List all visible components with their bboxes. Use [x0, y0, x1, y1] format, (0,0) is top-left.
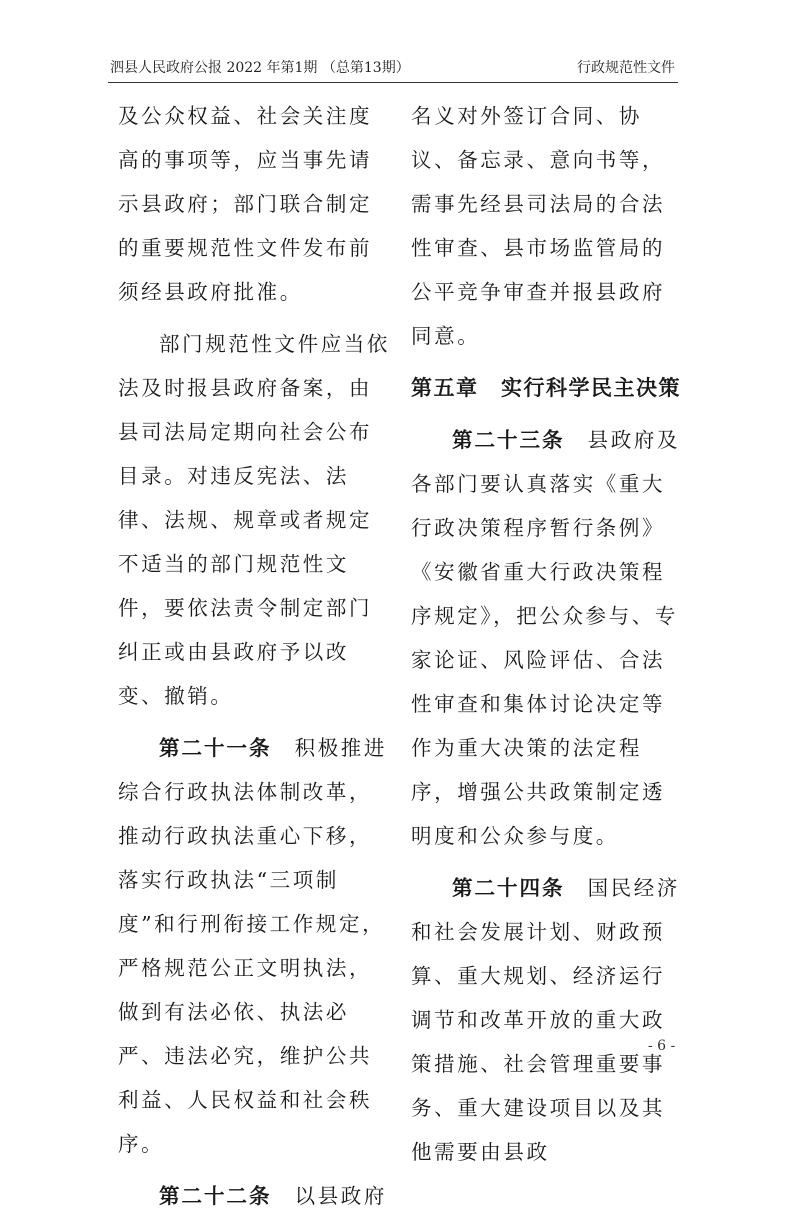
paragraph: 名义对外签订合同、协议、备忘录、意向书等，需事先经县司法局的合法性审查、县市场监管局的公平竞争审查并报县政府同意。	[411, 104, 666, 348]
header-publication-title: 泗县人民政府公报 2022 年第1期 （总第13期）	[110, 60, 410, 76]
article-paragraph	[118, 726, 390, 1166]
header-divider	[108, 82, 678, 83]
page-header	[110, 56, 675, 80]
article-text: 国民经济和社会发展计划、财政预算、重大规划、经济运行调节和改革开放的重大政策措施、社会管理重要事务、重大建设项目以及其他需要由县政	[411, 876, 681, 1164]
article-paragraph	[411, 418, 683, 858]
article-text: 县政府及各部门要认真落实《重大行政决策程序暂行条例》《安徽省重大行政决策程序规定》，把公众参与、专家论证、风险评估、合法性审查和集体讨论决定等作为重大决策的法定程序，增强公共政策制定透明度和公众参与度。	[411, 428, 681, 848]
article-paragraph	[118, 1174, 390, 1218]
paragraph: 及公众权益、社会关注度高的事项等，应当事先请示县政府；部门联合制定的重要规范性文件发布前须经县政府批准。	[118, 104, 373, 304]
article-title: 第二十二条	[159, 1184, 272, 1208]
page-number: - 6 -	[648, 1038, 676, 1054]
right-column	[411, 94, 683, 1182]
left-column	[118, 94, 390, 1226]
article-title: 第二十三条	[452, 428, 565, 452]
chapter-heading: 第五章 实行科学民主决策	[411, 375, 681, 400]
article-text: 以县政府	[294, 1184, 388, 1208]
header-section-title: 行政规范性文件	[577, 60, 675, 76]
paragraph: 部门规范性文件应当依法及时报县政府备案，由县司法局定期向社会公布目录。对违反宪法、法律、法规、规章或者规定不适当的部门规范性文件，要依法责令制定部门纠正或由县政府予以改变、撤销。	[118, 332, 390, 708]
article-text: 积极推进综合行政执法体制改革，推动行政执法重心下移，落实行政执法“三项制度”和行刑衔接工作规定，严格规范公正文明执法，做到有法必依、执法必严、违法必究，维护公共利益、人民权益和社会秩序。	[118, 736, 388, 1156]
article-title: 第二十一条	[159, 736, 272, 760]
article-paragraph	[411, 866, 683, 1174]
article-title: 第二十四条	[452, 876, 565, 900]
